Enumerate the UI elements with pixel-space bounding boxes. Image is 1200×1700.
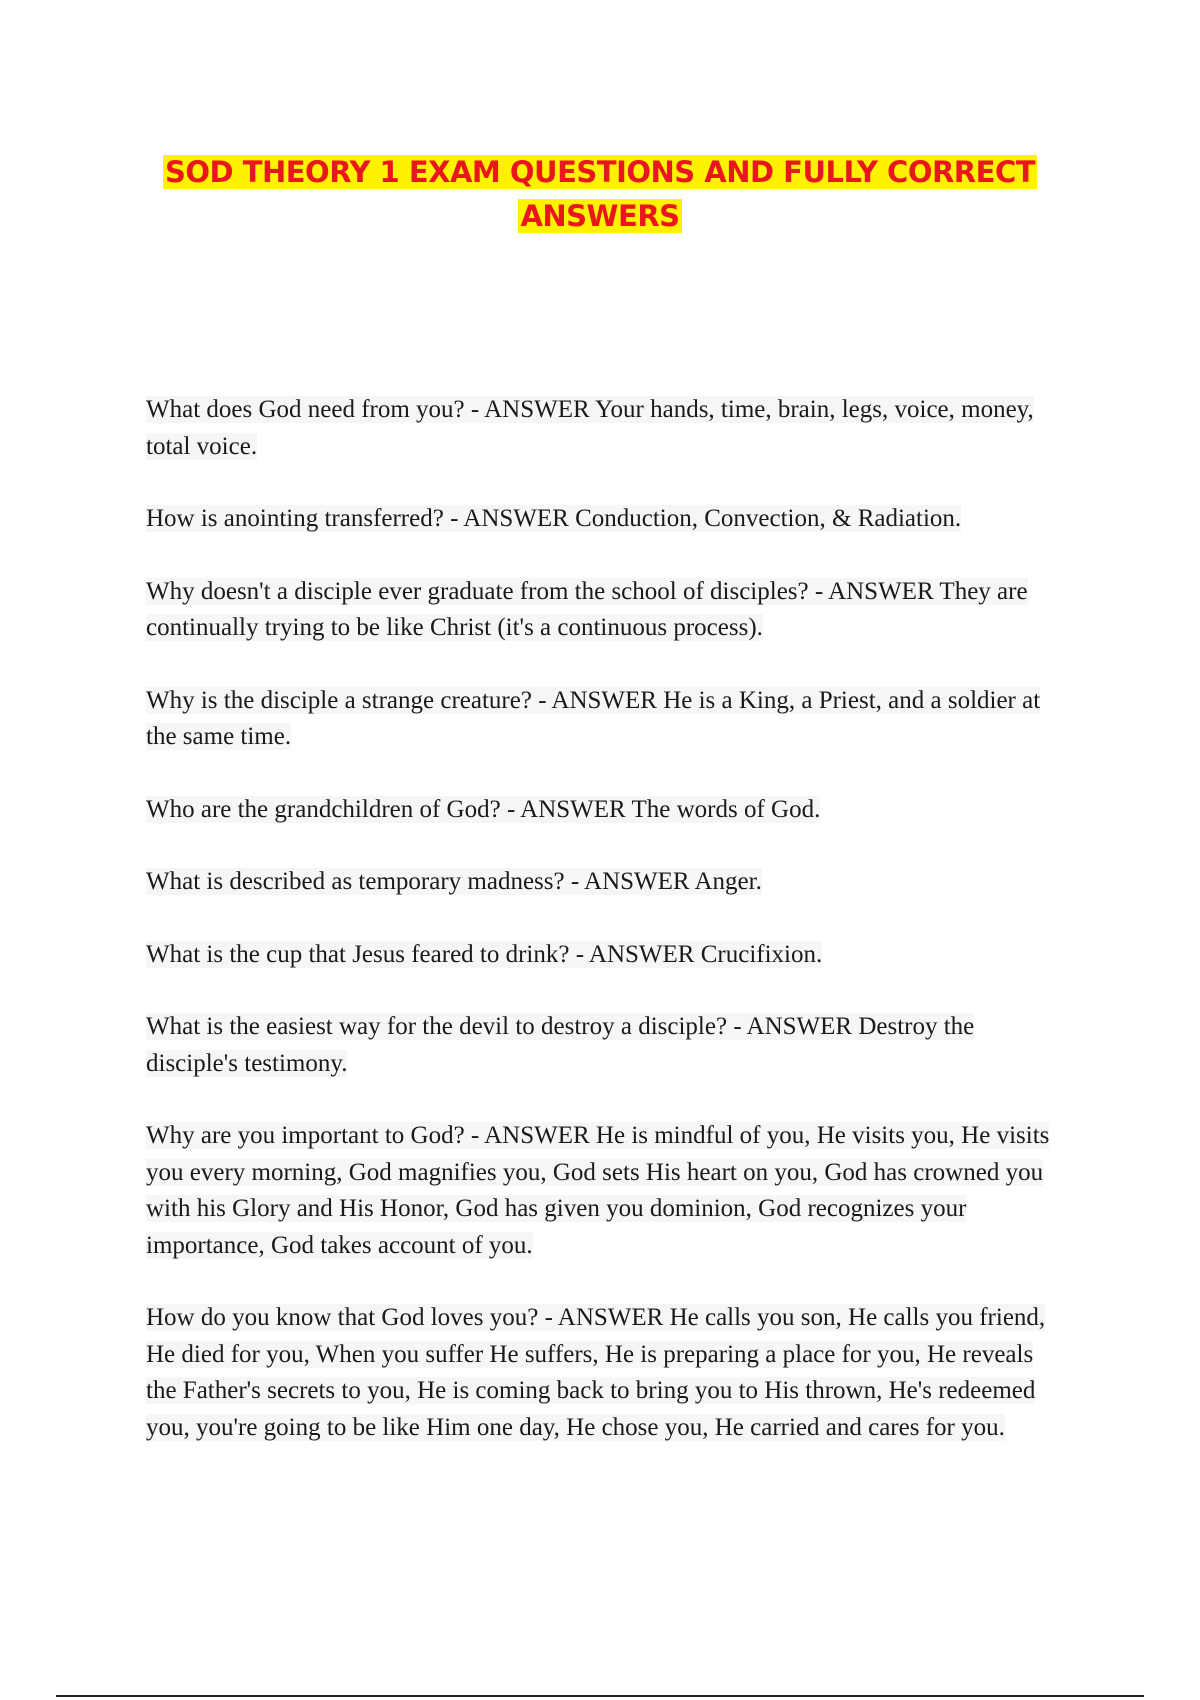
qa-list [146, 392, 1066, 1482]
qa-item [146, 937, 1066, 974]
qa-text: Why is the disciple a strange creature? - ANSWER He is a King, a Priest, and a soldier at the same time. [146, 686, 1041, 750]
qa-item [146, 1300, 1066, 1446]
qa-item [146, 501, 1066, 538]
qa-text: Why doesn't a disciple ever graduate from the school of disciples? - ANSWER They are continually trying to be like Christ (it's a continuous process). [146, 577, 1028, 641]
qa-text: What is described as temporary madness? - ANSWER Anger. [146, 868, 762, 895]
qa-text: What does God need from you? - ANSWER Your hands, time, brain, legs, voice, money, total voice. [146, 396, 1034, 460]
qa-item [146, 683, 1066, 756]
qa-item [146, 864, 1066, 901]
qa-item [146, 574, 1066, 647]
qa-text: Who are the grandchildren of God? - ANSWER The words of God. [146, 795, 821, 823]
footer-rule [56, 1695, 1144, 1697]
qa-text: Why are you important to God? - ANSWER He is mindful of you, He visits you, He visits you every morning, God magnifies you, God sets His heart on you, God has crowned you with his Glory and His Honor, God has given you dominion, God recognizes your importance, God takes account of you. [146, 1122, 1050, 1259]
title-block [150, 150, 1050, 238]
qa-text: How is anointing transferred? - ANSWER Conduction, Convection, & Radiation. [146, 505, 962, 532]
qa-text: How do you know that God loves you? - ANSWER He calls you son, He calls you friend, He died for you, When you suffer He suffers, He is preparing a place for you, He reveals the Father's secrets to you, He is coming back to bring you to His thrown, He's redeemed you, you're going to be like Him one day, He chose you, He carried and cares for you. [146, 1304, 1046, 1441]
qa-item [146, 392, 1066, 465]
qa-item [146, 1009, 1066, 1082]
qa-text: What is the easiest way for the devil to destroy a disciple? - ANSWER Destroy the disciple's testimony. [146, 1013, 975, 1077]
qa-text: What is the cup that Jesus feared to drink? - ANSWER Crucifixion. [146, 940, 823, 968]
page-title: SOD THEORY 1 EXAM QUESTIONS AND FULLY CORRECT ANSWERS [164, 155, 1036, 233]
qa-item [146, 792, 1066, 829]
qa-item [146, 1118, 1066, 1264]
